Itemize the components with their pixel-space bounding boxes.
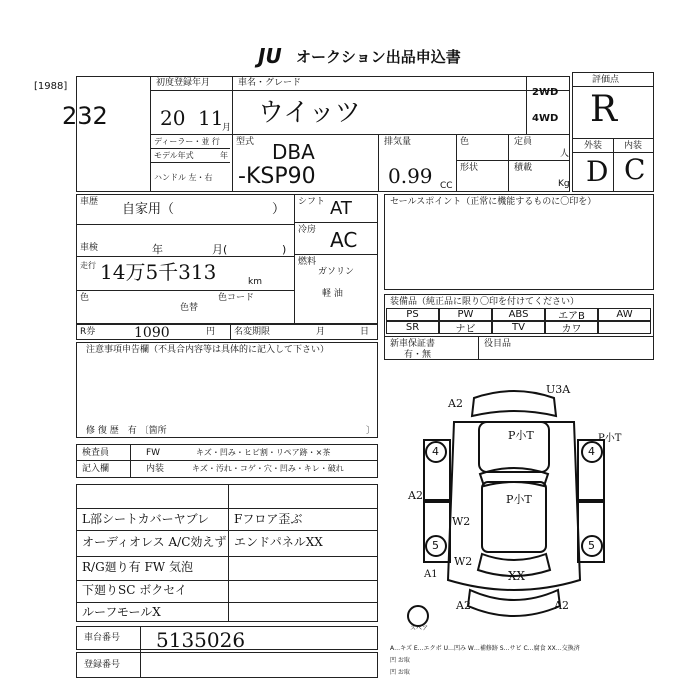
equipment-item: AW xyxy=(598,308,651,321)
cc-label: CC xyxy=(440,181,453,191)
model-year-label: モデル年式 xyxy=(154,151,194,160)
capacity-suffix: 人 xyxy=(560,149,570,159)
mileage-label: 走行 xyxy=(80,261,96,270)
aircon-value: AC xyxy=(330,228,358,252)
type-prefix: DBA xyxy=(272,140,315,164)
diag-w2-b: W2 xyxy=(454,555,473,568)
diag-tire-fr: 4 xyxy=(588,445,595,458)
first-reg-label: 初度登録年月 xyxy=(156,78,211,88)
damage-legend: A…キズ E…エクボ U…凹み W…補修跡 S…サビ C…腐食 XX…交換済 xyxy=(390,645,580,652)
lot-code: [1988] xyxy=(34,81,68,92)
diag-a2-rear-r: A2 xyxy=(554,599,569,612)
dealer-label: ディーラー・並 行 xyxy=(154,137,220,146)
recycle-value: 1090 xyxy=(134,325,170,341)
car-name: ウイッツ xyxy=(258,98,361,128)
legend-row-3: 凹 お取 xyxy=(390,669,410,676)
chassis-label: 車台番号 xyxy=(84,633,121,643)
repair-label: 修 復 歴 有 〔箇所 xyxy=(86,426,167,436)
diag-pt-side: P小T xyxy=(598,433,622,444)
handle-label: ハンドル 左・右 xyxy=(154,173,213,182)
equipment-item: PW xyxy=(439,308,492,321)
equipment-item: ABS xyxy=(492,308,545,321)
color-change-label: 色替 xyxy=(180,303,199,313)
kg-label: Kg xyxy=(558,179,570,189)
remark-right-1: Fフロア歪ぶ xyxy=(234,512,303,526)
brand-logo: JU xyxy=(258,44,282,68)
shaken-month: 月( xyxy=(212,243,228,256)
shift-label: シフト xyxy=(298,197,326,207)
remark-1: L部シートカバーヤブレ xyxy=(82,512,210,526)
diag-a2-left: A2 xyxy=(408,489,423,502)
first-reg-month: 11 xyxy=(198,106,224,130)
reg-label: 登録番号 xyxy=(84,660,121,670)
fuel-gas: ガソリン xyxy=(318,267,355,277)
capacity-label: 定員 xyxy=(514,137,533,147)
exterior-label: 外装 xyxy=(584,141,603,151)
remarks-label: 役目品 xyxy=(484,339,512,349)
model-year-suffix: 年 xyxy=(220,151,228,160)
equipment-item: TV xyxy=(492,321,545,334)
notes-box xyxy=(76,342,378,438)
grade-label: 評価点 xyxy=(592,75,620,85)
km-label: km xyxy=(248,277,262,287)
shaken-year: 年 xyxy=(152,243,163,256)
yen-label: 円 xyxy=(206,327,216,337)
interior-label: 内装 xyxy=(624,141,643,151)
displacement: 0.99 xyxy=(388,164,433,188)
spare-label: スペア xyxy=(410,625,429,632)
diag-tire-rl: 5 xyxy=(432,539,439,552)
diag-u3a: U3A xyxy=(546,383,571,396)
color-code-label: 色コード xyxy=(218,293,255,303)
repair-close: 〕 xyxy=(366,426,376,436)
sales-point-label: セールスポイント（正常に機能するものに〇印を） xyxy=(390,197,597,207)
diag-a1: A1 xyxy=(424,569,438,580)
equipment-item: エアB xyxy=(545,308,598,321)
car-name-label: 車名・グレード xyxy=(238,78,302,88)
equipment-item xyxy=(598,321,651,334)
diag-pt-roof: P小T xyxy=(506,493,532,506)
notes-label: 注意事項申告欄（不具合内容等は具体的に記入して下さい） xyxy=(86,345,330,355)
aircon-label: 冷房 xyxy=(298,225,317,235)
drive-4wd: 4WD xyxy=(532,113,559,124)
lot-number: 232 xyxy=(62,102,108,130)
diag-xx: XX xyxy=(508,569,526,583)
color-label: 色 xyxy=(80,293,90,303)
equipment-item: カワ xyxy=(545,321,598,334)
shape-label: 形状 xyxy=(460,163,479,173)
diag-a2-rear-l: A2 xyxy=(456,599,471,612)
recycle-label: R券 xyxy=(80,327,96,337)
drive-2wd: 2WD xyxy=(532,87,559,98)
equipment-item: PS xyxy=(386,308,439,321)
inspector-label: 検査員 xyxy=(82,448,110,458)
record-label: 記入欄 xyxy=(82,464,110,474)
inner-marks: キズ・汚れ・コゲ・穴・凹み・キレ・破れ xyxy=(192,464,344,473)
recycle-period-label: 名変期限 xyxy=(234,327,271,337)
outer-marks: キズ・凹み・ヒビ割・リペア跡・×茶 xyxy=(196,448,331,457)
interior-grade: C xyxy=(624,153,646,186)
fuel-diesel: 軽 油 xyxy=(322,289,343,299)
car-damage-diagram xyxy=(384,370,654,650)
fuel-label: 燃料 xyxy=(298,257,317,267)
warranty-exists: 有・無 xyxy=(404,350,432,360)
first-reg-era: 20 xyxy=(160,106,186,130)
equipment-item: SR xyxy=(386,321,439,334)
chassis-number: 5135026 xyxy=(156,628,246,652)
remark-3: R/G廻り有 FW 気泡 xyxy=(82,560,193,574)
recycle-day: 日 xyxy=(360,327,370,337)
type-label: 型式 xyxy=(236,137,255,147)
recycle-row xyxy=(76,324,378,340)
diag-a2-front: A2 xyxy=(448,397,463,410)
color-label-top: 色 xyxy=(460,137,470,147)
usage-value: 自家用（ xyxy=(122,202,175,217)
usage-label: 車歴 xyxy=(80,197,99,207)
displacement-label: 排気量 xyxy=(384,137,412,147)
legend-row-2: 凹 お取 xyxy=(390,657,410,664)
shaken-label: 車検 xyxy=(80,243,99,253)
load-label: 積載 xyxy=(514,163,533,173)
shift-value: AT xyxy=(330,198,352,219)
remark-4: 下廻りSC ボクセイ xyxy=(82,583,187,597)
shaken-close: ) xyxy=(282,243,287,256)
grade-value: R xyxy=(590,89,618,130)
sales-point-box xyxy=(384,194,654,290)
equipment-label: 装備品（純正品に限り〇印を付けてください） xyxy=(390,297,580,307)
recycle-month: 月 xyxy=(316,327,326,337)
usage-close: ） xyxy=(272,202,286,217)
remark-2: オーディオレス A/C効えず xyxy=(82,535,227,549)
diag-tire-fl: 4 xyxy=(432,445,439,458)
form-title: オークション出品申込書 xyxy=(296,48,461,66)
diag-tire-rr: 5 xyxy=(588,539,595,552)
inspection-fw: FW xyxy=(146,448,161,458)
inspection-interior: 内装 xyxy=(146,464,165,474)
month-suffix: 月 xyxy=(222,123,232,133)
type-model: -KSP90 xyxy=(238,164,316,189)
diag-w2-a: W2 xyxy=(452,515,471,528)
equipment-item: ナビ xyxy=(439,321,492,334)
new-car-warranty-label: 新車保証書 xyxy=(390,339,436,349)
remark-5: ルーフモールX xyxy=(82,605,161,619)
diag-pt-hood: P小T xyxy=(508,429,534,442)
mileage-value: 14万5千313 xyxy=(100,260,217,284)
reg-box xyxy=(76,652,378,678)
exterior-grade: D xyxy=(586,155,609,188)
remark-right-2: エンドパネルXX xyxy=(234,535,323,549)
